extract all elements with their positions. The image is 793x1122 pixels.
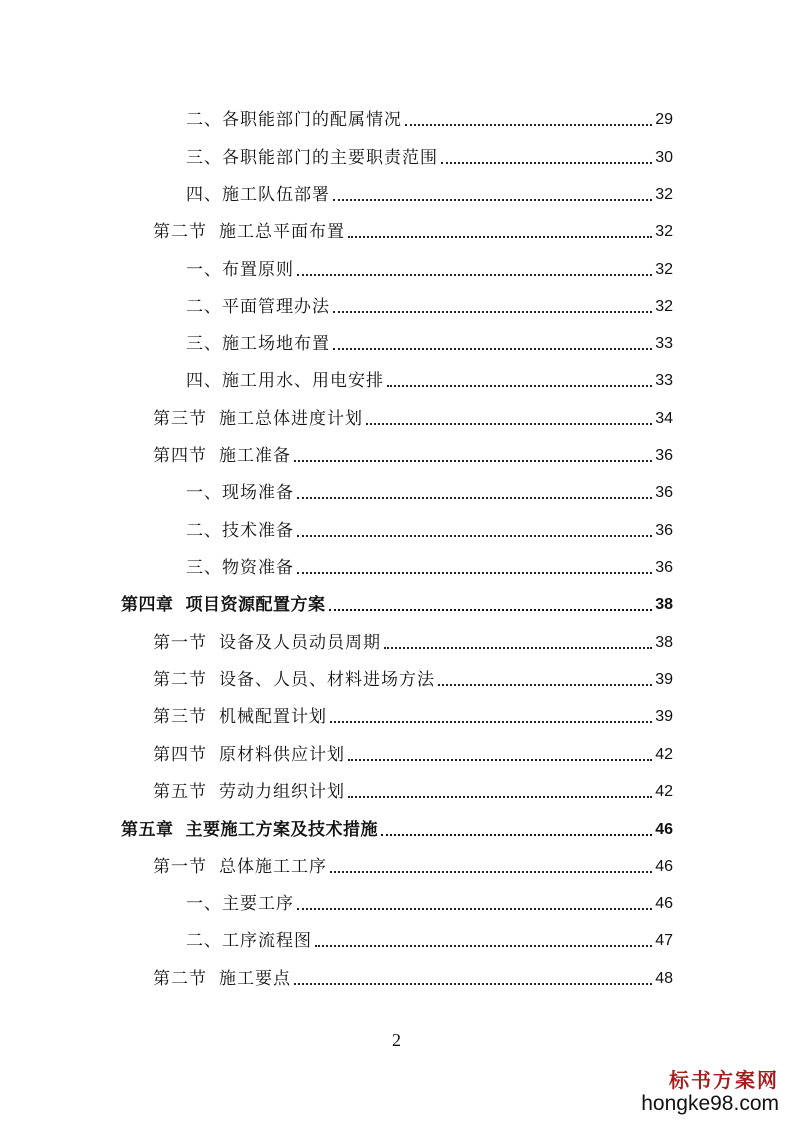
toc-page-number: 46 (655, 895, 673, 912)
toc-page-number: 39 (655, 708, 673, 725)
toc-leader-dots (297, 497, 652, 499)
toc-entry-label: 一、主要工序 (186, 894, 294, 914)
toc-page-number: 38 (655, 634, 673, 651)
toc-entry-label: 第四章 项目资源配置方案 (121, 595, 326, 615)
toc-entry-label: 二、技术准备 (186, 521, 294, 541)
watermark-brand: 标书方案网 (669, 1068, 779, 1092)
toc-entry[interactable] (153, 443, 673, 467)
toc-entry[interactable] (186, 182, 673, 206)
toc-entry-label: 一、现场准备 (186, 483, 294, 503)
toc-leader-dots (387, 385, 652, 387)
toc-entry[interactable] (186, 555, 673, 579)
toc-entry[interactable] (153, 704, 673, 728)
toc-leader-dots (330, 871, 652, 873)
toc-page-number: 29 (655, 111, 673, 128)
toc-page-number: 36 (655, 484, 673, 501)
toc-entry[interactable] (186, 294, 673, 318)
toc-entry-label: 第四节 施工准备 (153, 446, 291, 466)
toc-entry-label: 二、工序流程图 (186, 931, 312, 951)
toc-page-number: 32 (655, 298, 673, 315)
toc-entry[interactable] (153, 779, 673, 803)
toc-entry-label: 第二节 施工总平面布置 (153, 222, 345, 242)
toc-page-number: 36 (655, 559, 673, 576)
toc-entry-label: 三、物资准备 (186, 558, 294, 578)
toc-page-number: 30 (655, 149, 673, 166)
toc-page-number: 36 (655, 522, 673, 539)
toc-entry-label: 第三节 施工总体进度计划 (153, 409, 363, 429)
toc-entry[interactable] (186, 480, 673, 504)
toc-leader-dots (405, 124, 652, 126)
toc-leader-dots (315, 945, 652, 947)
toc-entry[interactable] (153, 667, 673, 691)
toc-entry-label: 一、布置原则 (186, 260, 294, 280)
toc-leader-dots (330, 721, 652, 723)
toc-page-number: 33 (655, 372, 673, 389)
toc-chapter-entry[interactable] (121, 817, 673, 841)
toc-entry-label: 第三节 机械配置计划 (153, 707, 327, 727)
toc-leader-dots (366, 423, 652, 425)
toc-entry[interactable] (186, 331, 673, 355)
toc-entry[interactable] (186, 368, 673, 392)
toc-entry[interactable] (186, 928, 673, 952)
toc-entry[interactable] (153, 854, 673, 878)
toc-entry-label: 第四节 原材料供应计划 (153, 745, 345, 765)
toc-page-number: 46 (655, 821, 673, 838)
toc-leader-dots (294, 460, 652, 462)
toc-leader-dots (297, 535, 652, 537)
toc-entry[interactable] (153, 219, 673, 243)
toc-leader-dots (333, 348, 652, 350)
toc-entry[interactable] (186, 257, 673, 281)
toc-leader-dots (333, 311, 652, 313)
toc-page-number: 38 (655, 596, 673, 613)
toc-entry-label: 第二节 设备、人员、材料进场方法 (153, 670, 435, 690)
toc-entry-label: 第五节 劳动力组织计划 (153, 782, 345, 802)
page-number: 2 (392, 1030, 401, 1050)
toc-page-number: 46 (655, 858, 673, 875)
toc-leader-dots (329, 609, 653, 611)
toc-page-number: 33 (655, 335, 673, 352)
toc-entry-label: 三、各职能部门的主要职责范围 (186, 148, 438, 168)
toc-entry[interactable] (186, 518, 673, 542)
toc-page-number: 47 (655, 932, 673, 949)
toc-entry[interactable] (186, 107, 673, 131)
toc-page-number: 42 (655, 783, 673, 800)
toc-leader-dots (333, 199, 652, 201)
toc-entry-label: 四、施工用水、用电安排 (186, 371, 384, 391)
toc-entry[interactable] (153, 966, 673, 990)
toc-entry[interactable] (153, 742, 673, 766)
toc-leader-dots (381, 834, 652, 836)
toc-page-number: 36 (655, 447, 673, 464)
watermark-url: hongke98.com (641, 1092, 779, 1115)
toc-leader-dots (438, 684, 652, 686)
toc-page-number: 48 (655, 970, 673, 987)
toc-entry-label: 二、各职能部门的配属情况 (186, 110, 402, 130)
toc-leader-dots (297, 274, 652, 276)
toc-leader-dots (294, 983, 652, 985)
watermark (641, 1068, 779, 1116)
toc-page-number: 34 (655, 410, 673, 427)
toc-entry[interactable] (153, 406, 673, 430)
toc-leader-dots (384, 647, 652, 649)
toc-entry-label: 二、平面管理办法 (186, 297, 330, 317)
toc-chapter-entry[interactable] (121, 592, 673, 616)
toc-entry-label: 第一节 设备及人员动员周期 (153, 633, 381, 653)
toc-entry-label: 第二节 施工要点 (153, 969, 291, 989)
toc-page-number: 39 (655, 671, 673, 688)
toc-entry-label: 四、施工队伍部署 (186, 185, 330, 205)
toc-leader-dots (441, 162, 652, 164)
toc-entry[interactable] (153, 630, 673, 654)
toc-page-number: 32 (655, 223, 673, 240)
toc-entry-label: 三、施工场地布置 (186, 334, 330, 354)
toc-leader-dots (297, 908, 652, 910)
toc-page-number: 42 (655, 746, 673, 763)
toc-leader-dots (348, 759, 652, 761)
toc-leader-dots (348, 796, 652, 798)
toc-leader-dots (297, 572, 652, 574)
toc-page-number: 32 (655, 261, 673, 278)
toc-entry-label: 第一节 总体施工工序 (153, 857, 327, 877)
toc-entry[interactable] (186, 145, 673, 169)
toc-page-number: 32 (655, 186, 673, 203)
toc-entry[interactable] (186, 891, 673, 915)
toc-leader-dots (348, 236, 652, 238)
toc-entry-label: 第五章 主要施工方案及技术措施 (121, 820, 378, 840)
